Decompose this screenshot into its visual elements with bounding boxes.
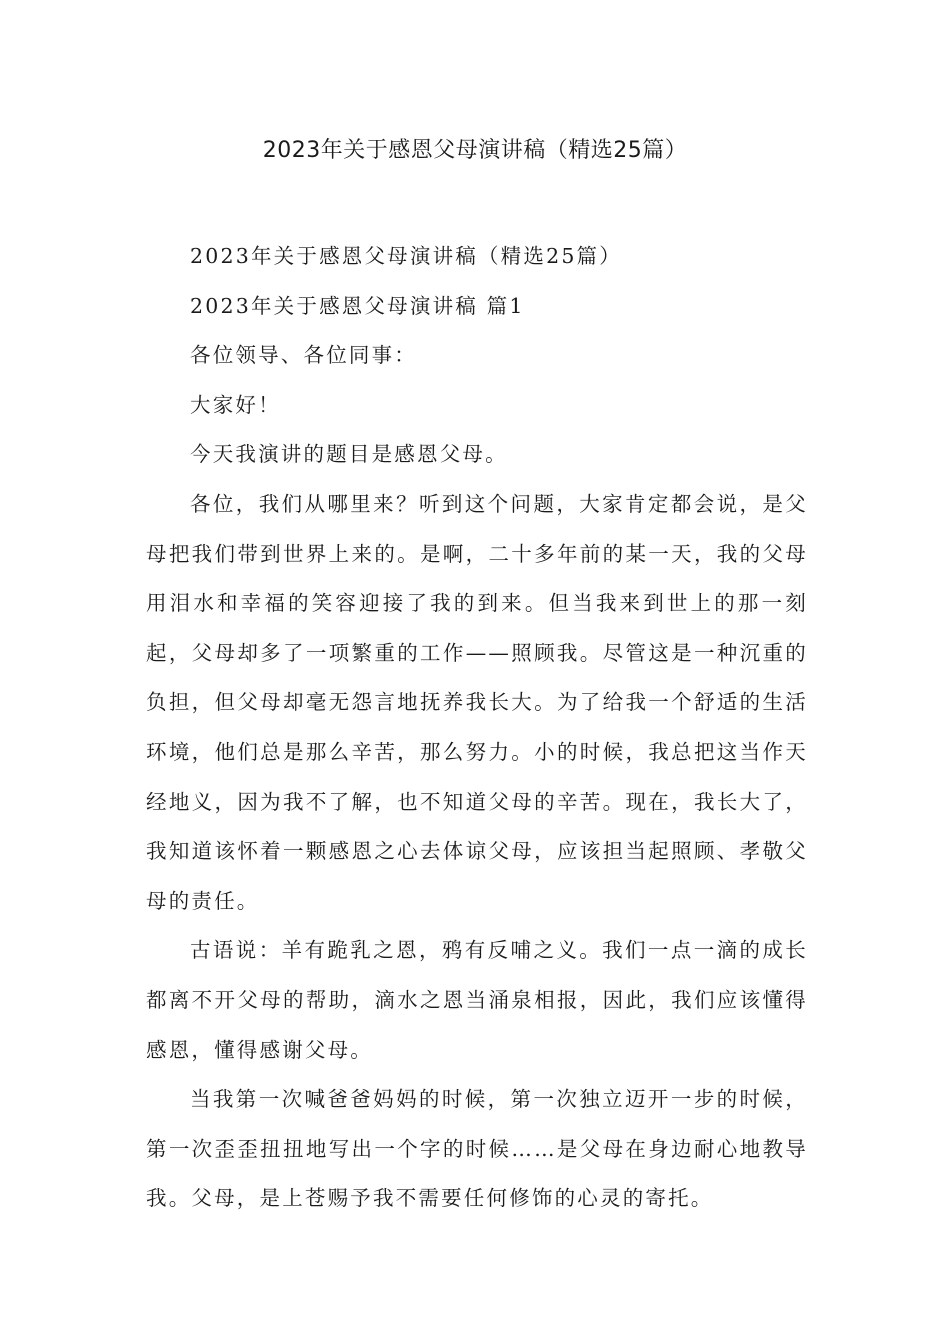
- body-paragraph: 古语说：羊有跪乳之恩，鸦有反哺之义。我们一点一滴的成长都离不开父母的帮助，滴水之恩当涌泉相报，因此，我们应该懂得感恩，懂得感谢父母。: [146, 938, 808, 1062]
- topic-line: 今天我演讲的题目是感恩父母。: [190, 442, 508, 467]
- section-heading: 2023年关于感恩父母演讲稿 篇1: [190, 293, 525, 318]
- document-title: 2023年关于感恩父母演讲稿（精选25篇）: [262, 138, 688, 163]
- body-paragraph: 当我第一次喊爸爸妈妈的时候，第一次独立迈开一步的时候，第一次歪歪扭扭地写出一个字的时候……是父母在身边耐心地教导我。父母，是上苍赐予我不需要任何修饰的心灵的寄托。: [146, 1087, 808, 1211]
- salutation-line: 各位领导、各位同事：: [190, 343, 417, 368]
- document-body: [146, 232, 808, 1224]
- body-paragraph: 各位，我们从哪里来？听到这个问题，大家肯定都会说，是父母把我们带到世界上来的。是啊，二十多年前的某一天，我的父母用泪水和幸福的笑容迎接了我的到来。但当我来到世上的那一刻起，父母却多了一项繁重的工作——照顾我。尽管这是一种沉重的负担，但父母却毫无怨言地抚养我长大。为了给我一个舒适的生活环境，他们总是那么辛苦，那么努力。小的时候，我总把这当作天经地义，因为我不了解，也不知道父母的辛苦。现在，我长大了，我知道该怀着一颗感恩之心去体谅父母，应该担当起照顾、孝敬父母的责任。: [146, 491, 808, 913]
- greeting-line: 大家好！: [190, 392, 281, 417]
- subtitle-line: 2023年关于感恩父母演讲稿（精选25篇）: [190, 244, 622, 268]
